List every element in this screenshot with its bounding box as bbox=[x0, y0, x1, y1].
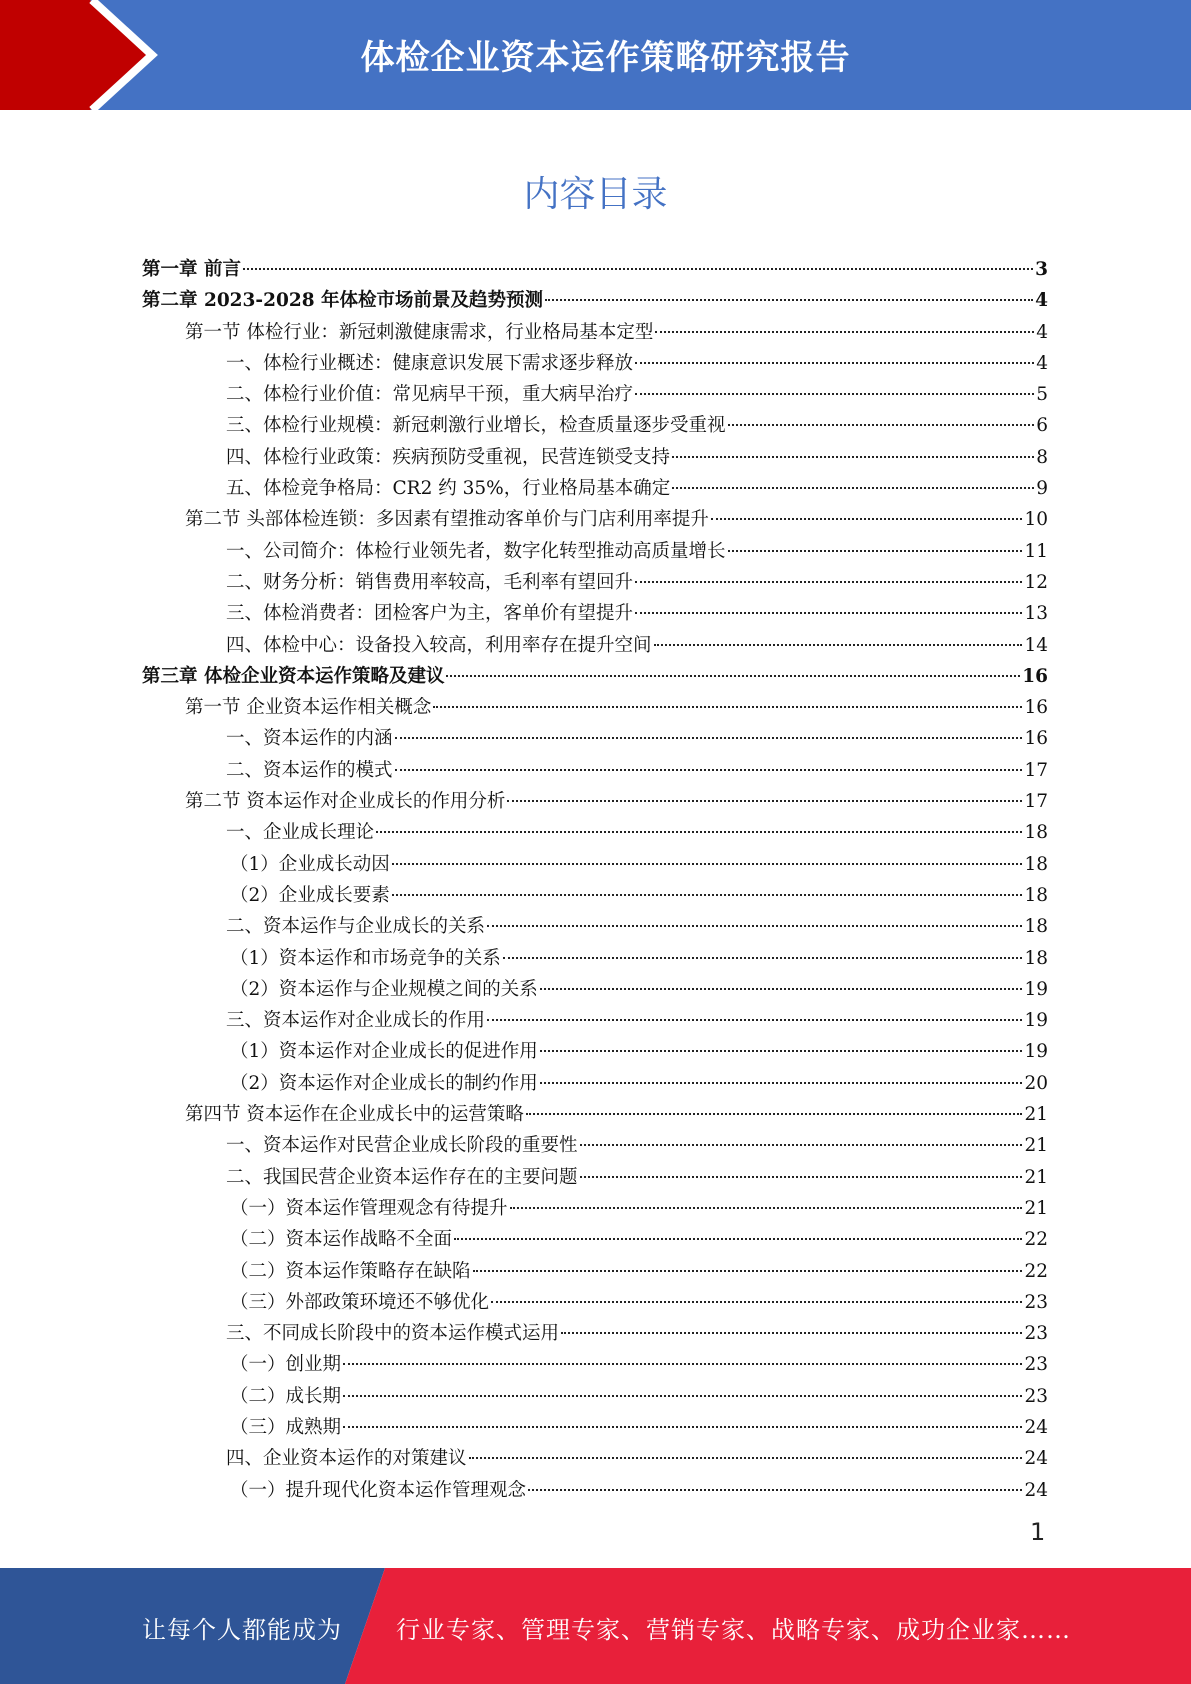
toc-dot-leader bbox=[672, 487, 1034, 489]
toc-entry-title: 五、体检竞争格局：CR2 约 35%，行业格局基本确定 bbox=[226, 478, 671, 500]
toc-entry-title: 第一章 前言 bbox=[142, 259, 241, 280]
toc-dot-leader bbox=[433, 706, 1022, 708]
toc-entry-title: 一、资本运作对民营企业成长阶段的重要性 bbox=[226, 1135, 578, 1157]
toc-entry-page: 16 bbox=[1022, 665, 1048, 687]
toc-entry[interactable] bbox=[142, 974, 1048, 1005]
toc-entry-page: 4 bbox=[1036, 321, 1048, 343]
toc-entry-page: 18 bbox=[1024, 884, 1048, 906]
toc-entry[interactable] bbox=[142, 473, 1048, 504]
toc-dot-leader bbox=[503, 957, 1023, 959]
toc-entry[interactable] bbox=[142, 1005, 1048, 1036]
toc-dot-leader bbox=[487, 1019, 1022, 1021]
toc-entry-page: 6 bbox=[1036, 415, 1048, 437]
toc-entry-page: 9 bbox=[1036, 478, 1048, 500]
toc-entry-page: 24 bbox=[1024, 1416, 1048, 1438]
toc-entry[interactable] bbox=[142, 1318, 1048, 1349]
toc-entry-page: 4 bbox=[1035, 290, 1048, 312]
toc-entry[interactable] bbox=[142, 1381, 1048, 1412]
toc-dot-leader bbox=[540, 988, 1023, 990]
toc-entry-page: 3 bbox=[1035, 259, 1048, 280]
toc-entry-title: 一、企业成长理论 bbox=[226, 822, 375, 844]
toc-entry-title: 四、企业资本运作的对策建议 bbox=[226, 1448, 467, 1470]
toc-entry-title: （1）资本运作和市场竞争的关系 bbox=[230, 947, 501, 969]
toc-entry-title: 三、不同成长阶段中的资本运作模式运用 bbox=[226, 1323, 560, 1345]
toc-dot-leader bbox=[540, 1050, 1023, 1052]
toc-entry-page: 8 bbox=[1036, 446, 1048, 468]
toc-dot-leader bbox=[728, 550, 1023, 552]
toc-entry[interactable] bbox=[142, 536, 1048, 567]
toc-entry-page: 21 bbox=[1024, 1104, 1048, 1126]
toc-entry[interactable] bbox=[142, 1193, 1048, 1224]
toc-dot-leader bbox=[545, 299, 1033, 301]
toc-entry-title: （1）资本运作对企业成长的促进作用 bbox=[230, 1041, 538, 1063]
toc-entry-title: （2）资本运作与企业规模之间的关系 bbox=[230, 978, 538, 1000]
toc-entry-page: 10 bbox=[1024, 509, 1048, 531]
toc-entry-title: （二）资本运作策略存在缺陷 bbox=[230, 1260, 471, 1282]
toc-entry-page: 17 bbox=[1024, 791, 1048, 813]
toc-entry-title: 一、资本运作的内涵 bbox=[226, 728, 393, 750]
toc-entry-page: 23 bbox=[1024, 1385, 1048, 1407]
toc-entry[interactable] bbox=[142, 1036, 1048, 1067]
toc-entry-page: 18 bbox=[1024, 853, 1048, 875]
toc-entry-title: 四、体检中心：设备投入较高，利用率存在提升空间 bbox=[226, 634, 652, 656]
toc-entry[interactable] bbox=[142, 1475, 1048, 1506]
toc-entry[interactable] bbox=[142, 1162, 1048, 1193]
toc-entry[interactable] bbox=[142, 254, 1048, 285]
toc-dot-leader bbox=[635, 393, 1034, 395]
toc-entry[interactable] bbox=[142, 567, 1048, 598]
toc-entry-page: 19 bbox=[1024, 978, 1048, 1000]
toc-entry-page: 24 bbox=[1024, 1448, 1048, 1470]
toc-entry-title: （一）提升现代化资本运作管理观念 bbox=[230, 1479, 527, 1501]
toc-entry[interactable] bbox=[142, 1349, 1048, 1380]
toc-entry-title: （三）外部政策环境还不够优化 bbox=[230, 1291, 490, 1313]
toc-entry[interactable] bbox=[142, 692, 1048, 723]
toc-dot-leader bbox=[635, 362, 1034, 364]
toc-entry[interactable] bbox=[142, 410, 1048, 441]
toc-dot-leader bbox=[243, 268, 1033, 270]
toc-entry[interactable] bbox=[142, 598, 1048, 629]
toc-entry-page: 18 bbox=[1024, 916, 1048, 938]
toc-entry-page: 22 bbox=[1024, 1229, 1048, 1251]
toc-entry[interactable] bbox=[142, 442, 1048, 473]
toc-entry[interactable] bbox=[142, 379, 1048, 410]
toc-entry-title: 二、资本运作与企业成长的关系 bbox=[226, 916, 486, 938]
toc-entry-page: 20 bbox=[1024, 1072, 1048, 1094]
toc-heading: 内容目录 bbox=[523, 174, 668, 215]
toc-entry-page: 16 bbox=[1024, 728, 1048, 750]
toc-entry[interactable] bbox=[142, 630, 1048, 661]
page-number: 1 bbox=[1030, 1518, 1046, 1546]
toc-entry-page: 21 bbox=[1024, 1166, 1048, 1188]
toc-entry-page: 13 bbox=[1024, 603, 1048, 625]
toc-dot-leader bbox=[540, 1082, 1023, 1084]
toc-entry[interactable] bbox=[142, 348, 1048, 379]
toc-entry-title: 一、公司简介：体检行业领先者，数字化转型推动高质量增长 bbox=[226, 540, 726, 562]
toc-dot-leader bbox=[580, 1144, 1023, 1146]
toc-entry-page: 21 bbox=[1024, 1135, 1048, 1157]
toc-entry[interactable] bbox=[142, 661, 1048, 692]
toc-entry-title: 三、资本运作对企业成长的作用 bbox=[226, 1010, 486, 1032]
toc-entry-title: 第二节 资本运作对企业成长的作用分析 bbox=[185, 791, 506, 813]
report-footer bbox=[0, 1568, 1191, 1684]
toc-entry[interactable] bbox=[142, 849, 1048, 880]
toc-dot-leader bbox=[528, 1489, 1022, 1491]
toc-dot-leader bbox=[376, 831, 1022, 833]
toc-entry[interactable] bbox=[142, 786, 1048, 817]
toc-dot-leader bbox=[655, 331, 1034, 333]
toc-entry-title: （二）资本运作战略不全面 bbox=[230, 1229, 453, 1251]
toc-entry-page: 4 bbox=[1036, 352, 1048, 374]
toc-entry-title: （2）资本运作对企业成长的制约作用 bbox=[230, 1072, 538, 1094]
toc-entry-title: （一）资本运作管理观念有待提升 bbox=[230, 1197, 508, 1219]
toc-dot-leader bbox=[343, 1395, 1022, 1397]
toc-dot-leader bbox=[446, 675, 1020, 677]
footer-slogan-right: 行业专家、管理专家、营销专家、战略专家、成功企业家…… bbox=[396, 1616, 1071, 1644]
toc-dot-leader bbox=[635, 581, 1022, 583]
toc-entry[interactable] bbox=[142, 943, 1048, 974]
footer-slogan-left: 让每个人都能成为 bbox=[142, 1616, 342, 1644]
toc-entry-page: 16 bbox=[1024, 697, 1048, 719]
toc-dot-leader bbox=[343, 1363, 1022, 1365]
toc-dot-leader bbox=[487, 925, 1022, 927]
toc-entry[interactable] bbox=[142, 1130, 1048, 1161]
toc-entry-page: 18 bbox=[1024, 947, 1048, 969]
toc-dot-leader bbox=[395, 737, 1023, 739]
toc-dot-leader bbox=[510, 1207, 1023, 1209]
toc-dot-leader bbox=[728, 424, 1035, 426]
toc-entry-title: 二、财务分析：销售费用率较高，毛利率有望回升 bbox=[226, 571, 634, 593]
toc-entry-page: 5 bbox=[1036, 384, 1048, 406]
toc-entry-title: （二）成长期 bbox=[230, 1385, 342, 1407]
toc-dot-leader bbox=[343, 1426, 1022, 1428]
report-title: 体检企业资本运作策略研究报告 bbox=[360, 38, 851, 78]
report-header bbox=[0, 0, 1191, 110]
toc-entry-page: 23 bbox=[1024, 1354, 1048, 1376]
toc-entry-title: 三、体检行业规模：新冠刺激行业增长，检查质量逐步受重视 bbox=[226, 415, 726, 437]
toc-entry-title: （1）企业成长动因 bbox=[230, 853, 390, 875]
toc-entry-title: 二、资本运作的模式 bbox=[226, 759, 393, 781]
toc-dot-leader bbox=[469, 1457, 1023, 1459]
toc-entry-title: （三）成熟期 bbox=[230, 1416, 342, 1438]
toc-dot-leader bbox=[473, 1270, 1023, 1272]
toc-entry-page: 23 bbox=[1024, 1323, 1048, 1345]
toc-dot-leader bbox=[711, 518, 1023, 520]
toc-dot-leader bbox=[454, 1238, 1022, 1240]
toc-dot-leader bbox=[580, 1176, 1023, 1178]
toc-entry[interactable] bbox=[142, 1099, 1048, 1130]
table-of-contents bbox=[142, 254, 1048, 1506]
toc-entry[interactable] bbox=[142, 1443, 1048, 1474]
toc-dot-leader bbox=[561, 1332, 1022, 1334]
toc-entry-page: 22 bbox=[1024, 1260, 1048, 1282]
toc-entry[interactable] bbox=[142, 285, 1048, 316]
toc-entry-title: 第一节 企业资本运作相关概念 bbox=[185, 697, 432, 719]
toc-entry-page: 21 bbox=[1024, 1197, 1048, 1219]
toc-entry-page: 19 bbox=[1024, 1010, 1048, 1032]
toc-entry[interactable] bbox=[142, 1256, 1048, 1287]
toc-entry-title: 第三章 体检企业资本运作策略及建议 bbox=[142, 665, 445, 687]
toc-entry[interactable] bbox=[142, 723, 1048, 754]
toc-entry-page: 24 bbox=[1024, 1479, 1048, 1501]
toc-dot-leader bbox=[526, 1113, 1023, 1115]
toc-entry[interactable] bbox=[142, 317, 1048, 348]
toc-entry[interactable] bbox=[142, 911, 1048, 942]
toc-dot-leader bbox=[672, 456, 1034, 458]
toc-entry-page: 23 bbox=[1024, 1291, 1048, 1313]
toc-entry[interactable] bbox=[142, 1287, 1048, 1318]
toc-entry-title: 二、体检行业价值：常见病早干预，重大病早治疗 bbox=[226, 384, 634, 406]
toc-dot-leader bbox=[491, 1301, 1022, 1303]
toc-entry-title: 一、体检行业概述：健康意识发展下需求逐步释放 bbox=[226, 352, 634, 374]
toc-entry[interactable] bbox=[142, 1224, 1048, 1255]
toc-entry-title: 第二节 头部体检连锁：多因素有望推动客单价与门店利用率提升 bbox=[185, 509, 709, 531]
toc-entry-page: 18 bbox=[1024, 822, 1048, 844]
toc-entry-title: 第四节 资本运作在企业成长中的运营策略 bbox=[185, 1104, 524, 1126]
toc-entry-title: 二、我国民营企业资本运作存在的主要问题 bbox=[226, 1166, 578, 1188]
toc-entry[interactable] bbox=[142, 504, 1048, 535]
toc-entry-title: 三、体检消费者：团检客户为主，客单价有望提升 bbox=[226, 603, 634, 625]
toc-entry-title: 第一节 体检行业：新冠刺激健康需求，行业格局基本定型 bbox=[185, 321, 654, 343]
toc-entry[interactable] bbox=[142, 880, 1048, 911]
toc-dot-leader bbox=[507, 800, 1022, 802]
toc-dot-leader bbox=[654, 644, 1023, 646]
toc-entry-page: 12 bbox=[1024, 571, 1048, 593]
toc-entry-page: 11 bbox=[1024, 540, 1048, 562]
toc-entry[interactable] bbox=[142, 1068, 1048, 1099]
toc-entry-title: 四、体检行业政策：疾病预防受重视，民营连锁受支持 bbox=[226, 446, 671, 468]
toc-entry-page: 19 bbox=[1024, 1041, 1048, 1063]
toc-entry[interactable] bbox=[142, 1412, 1048, 1443]
toc-entry-title: （一）创业期 bbox=[230, 1354, 342, 1376]
toc-entry-page: 14 bbox=[1024, 634, 1048, 656]
toc-entry[interactable] bbox=[142, 755, 1048, 786]
toc-dot-leader bbox=[635, 612, 1022, 614]
toc-dot-leader bbox=[392, 863, 1023, 865]
toc-entry[interactable] bbox=[142, 817, 1048, 848]
toc-entry-page: 17 bbox=[1024, 759, 1048, 781]
toc-entry-title: （2）企业成长要素 bbox=[230, 884, 390, 906]
toc-entry-title: 第二章 2023-2028 年体检市场前景及趋势预测 bbox=[142, 290, 544, 312]
toc-dot-leader bbox=[392, 894, 1023, 896]
toc-dot-leader bbox=[395, 769, 1023, 771]
